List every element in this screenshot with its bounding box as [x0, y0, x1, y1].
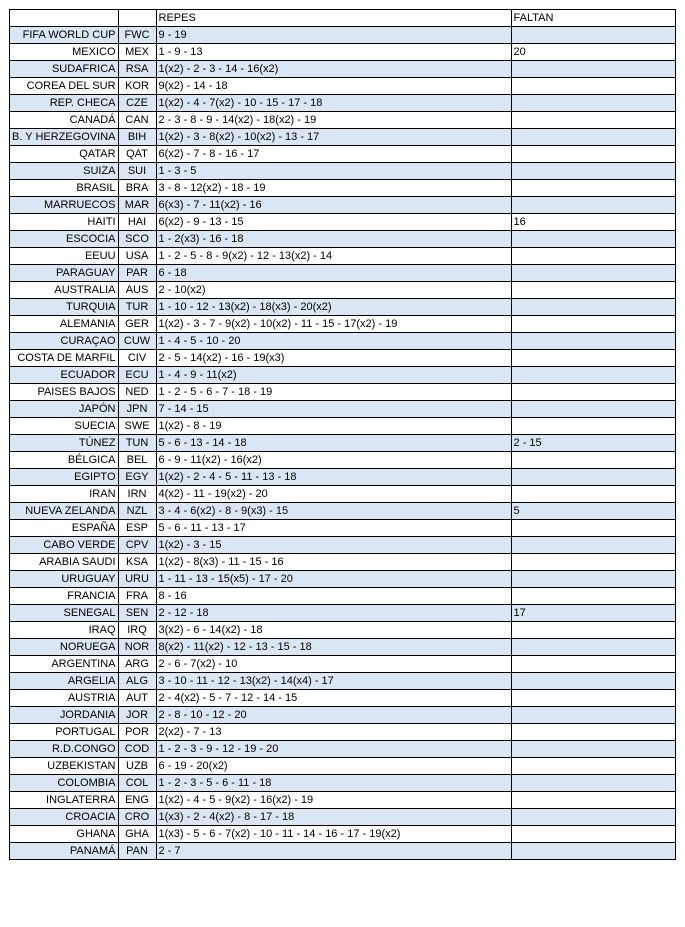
team-code-cell[interactable]: CIV: [118, 350, 156, 367]
repes-cell[interactable]: 1 - 2 - 3 - 5 - 6 - 11 - 18: [156, 775, 511, 792]
team-code-cell[interactable]: PAN: [118, 843, 156, 860]
team-name-cell[interactable]: SUIZA: [10, 163, 119, 180]
table-row: [10, 367, 676, 384]
table-row: [10, 350, 676, 367]
table-row: [10, 452, 676, 469]
team-code-cell[interactable]: AUS: [118, 282, 156, 299]
table-row: [10, 27, 676, 44]
table-row: [10, 418, 676, 435]
repes-cell[interactable]: 1(x2) - 4 - 7(x2) - 10 - 15 - 17 - 18: [156, 95, 511, 112]
table-row: [10, 401, 676, 418]
team-code-cell[interactable]: EGY: [118, 469, 156, 486]
team-name-cell[interactable]: PAISES BAJOS: [10, 384, 119, 401]
faltan-cell[interactable]: [511, 469, 675, 486]
team-code-cell[interactable]: FWC: [118, 27, 156, 44]
table-row: [10, 333, 676, 350]
repes-cell[interactable]: 1(x2) - 4 - 5 - 9(x2) - 16(x2) - 19: [156, 792, 511, 809]
faltan-cell[interactable]: [511, 758, 675, 775]
team-code-cell[interactable]: BRA: [118, 180, 156, 197]
table-row: [10, 282, 676, 299]
faltan-cell[interactable]: [511, 112, 675, 129]
repes-cell[interactable]: 2 - 6 - 7(x2) - 10: [156, 656, 511, 673]
table-row: [10, 129, 676, 146]
table-row: [10, 639, 676, 656]
faltan-cell[interactable]: [511, 741, 675, 758]
team-name-cell[interactable]: ARGENTINA: [10, 656, 119, 673]
team-name-cell[interactable]: COLOMBIA: [10, 775, 119, 792]
table-row: [10, 588, 676, 605]
repes-cell[interactable]: 3 - 10 - 11 - 12 - 13(x2) - 14(x4) - 17: [156, 673, 511, 690]
faltan-cell[interactable]: 2 - 15: [511, 435, 675, 452]
team-code-cell[interactable]: SWE: [118, 418, 156, 435]
team-code-cell[interactable]: UZB: [118, 758, 156, 775]
faltan-cell[interactable]: 20: [511, 44, 675, 61]
team-code-cell[interactable]: HAI: [118, 214, 156, 231]
team-code-cell[interactable]: KSA: [118, 554, 156, 571]
team-name-cell[interactable]: EEUU: [10, 248, 119, 265]
table-row: [10, 180, 676, 197]
faltan-cell[interactable]: [511, 248, 675, 265]
team-name-cell[interactable]: IRAQ: [10, 622, 119, 639]
repes-cell[interactable]: 1 - 2(x3) - 16 - 18: [156, 231, 511, 248]
repes-cell[interactable]: 1 - 2 - 5 - 8 - 9(x2) - 12 - 13(x2) - 14: [156, 248, 511, 265]
faltan-cell[interactable]: 16: [511, 214, 675, 231]
faltan-cell[interactable]: [511, 843, 675, 860]
faltan-cell[interactable]: [511, 690, 675, 707]
team-code-cell[interactable]: IRQ: [118, 622, 156, 639]
team-code-cell[interactable]: SEN: [118, 605, 156, 622]
table-row: [10, 435, 676, 452]
team-name-cell[interactable]: ARABIA SAUDI: [10, 554, 119, 571]
team-name-cell[interactable]: ESPAÑA: [10, 520, 119, 537]
repes-cell[interactable]: 1 - 3 - 5: [156, 163, 511, 180]
repes-cell[interactable]: 3 - 8 - 12(x2) - 18 - 19: [156, 180, 511, 197]
faltan-cell[interactable]: [511, 367, 675, 384]
team-code-cell[interactable]: CRO: [118, 809, 156, 826]
team-code-cell[interactable]: CUW: [118, 333, 156, 350]
table-row: [10, 214, 676, 231]
team-code-cell[interactable]: ECU: [118, 367, 156, 384]
table-row: [10, 486, 676, 503]
repes-cell[interactable]: 2 - 8 - 10 - 12 - 20: [156, 707, 511, 724]
team-name-cell[interactable]: ARGELIA: [10, 673, 119, 690]
team-name-cell[interactable]: SUECIA: [10, 418, 119, 435]
table-row: [10, 384, 676, 401]
team-code-cell[interactable]: KOR: [118, 78, 156, 95]
faltan-cell[interactable]: [511, 197, 675, 214]
repes-cell[interactable]: 2 - 3 - 8 - 9 - 14(x2) - 18(x2) - 19: [156, 112, 511, 129]
repes-cell[interactable]: 5 - 6 - 11 - 13 - 17: [156, 520, 511, 537]
repes-cell[interactable]: 1(x2) - 2 - 4 - 5 - 11 - 13 - 18: [156, 469, 511, 486]
team-code-cell[interactable]: USA: [118, 248, 156, 265]
table-row: [10, 537, 676, 554]
team-code-cell[interactable]: JOR: [118, 707, 156, 724]
team-name-cell[interactable]: R.D.CONGO: [10, 741, 119, 758]
table-row: [10, 163, 676, 180]
table-row: [10, 775, 676, 792]
team-code-cell[interactable]: TUN: [118, 435, 156, 452]
repes-cell[interactable]: 4(x2) - 11 - 19(x2) - 20: [156, 486, 511, 503]
repes-cell[interactable]: 1 - 2 - 3 - 9 - 12 - 19 - 20: [156, 741, 511, 758]
table-row: [10, 299, 676, 316]
table-row: [10, 622, 676, 639]
faltan-cell[interactable]: 5: [511, 503, 675, 520]
faltan-cell[interactable]: [511, 95, 675, 112]
team-code-cell[interactable]: SUI: [118, 163, 156, 180]
table-row: [10, 826, 676, 843]
team-name-cell[interactable]: GHANA: [10, 826, 119, 843]
faltan-cell[interactable]: [511, 452, 675, 469]
team-name-cell[interactable]: AUSTRIA: [10, 690, 119, 707]
repes-cell[interactable]: 1 - 9 - 13: [156, 44, 511, 61]
team-name-cell[interactable]: SENEGAL: [10, 605, 119, 622]
repes-cell[interactable]: 9(x2) - 14 - 18: [156, 78, 511, 95]
repes-cell[interactable]: 1 - 4 - 5 - 10 - 20: [156, 333, 511, 350]
team-name-cell[interactable]: NUEVA ZELANDA: [10, 503, 119, 520]
faltan-cell[interactable]: [511, 265, 675, 282]
team-code-cell[interactable]: SCO: [118, 231, 156, 248]
team-code-cell[interactable]: COD: [118, 741, 156, 758]
faltan-cell[interactable]: [511, 299, 675, 316]
team-code-cell[interactable]: FRA: [118, 588, 156, 605]
team-name-cell[interactable]: NORUEGA: [10, 639, 119, 656]
faltan-cell[interactable]: [511, 401, 675, 418]
team-name-cell[interactable]: JORDANIA: [10, 707, 119, 724]
team-name-cell[interactable]: CANADÁ: [10, 112, 119, 129]
team-name-cell[interactable]: COREA DEL SUR: [10, 78, 119, 95]
faltan-cell[interactable]: [511, 78, 675, 95]
repes-cell[interactable]: 6 - 9 - 11(x2) - 16(x2): [156, 452, 511, 469]
team-code-cell[interactable]: JPN: [118, 401, 156, 418]
table-row: [10, 146, 676, 163]
header-name-cell[interactable]: [10, 10, 119, 27]
table-row: [10, 724, 676, 741]
repes-cell[interactable]: 1 - 4 - 9 - 11(x2): [156, 367, 511, 384]
team-name-cell[interactable]: HAITI: [10, 214, 119, 231]
faltan-cell[interactable]: [511, 146, 675, 163]
repes-cell[interactable]: 1(x2) - 3 - 8(x2) - 10(x2) - 13 - 17: [156, 129, 511, 146]
team-code-cell[interactable]: GER: [118, 316, 156, 333]
faltan-cell[interactable]: [511, 656, 675, 673]
table-row: [10, 231, 676, 248]
faltan-cell[interactable]: [511, 554, 675, 571]
team-code-cell[interactable]: COL: [118, 775, 156, 792]
repes-cell[interactable]: 8 - 16: [156, 588, 511, 605]
table-row: [10, 673, 676, 690]
team-code-cell[interactable]: ENG: [118, 792, 156, 809]
table-row: [10, 520, 676, 537]
team-code-cell[interactable]: POR: [118, 724, 156, 741]
repes-cell[interactable]: 1(x2) - 8(x3) - 11 - 15 - 16: [156, 554, 511, 571]
team-code-cell[interactable]: ESP: [118, 520, 156, 537]
team-name-cell[interactable]: CABO VERDE: [10, 537, 119, 554]
faltan-cell[interactable]: [511, 180, 675, 197]
team-code-cell[interactable]: MAR: [118, 197, 156, 214]
team-code-cell[interactable]: CPV: [118, 537, 156, 554]
table-row: [10, 758, 676, 775]
team-name-cell[interactable]: MARRUECOS: [10, 197, 119, 214]
repes-cell[interactable]: 6(x3) - 7 - 11(x2) - 16: [156, 197, 511, 214]
team-name-cell[interactable]: PARAGUAY: [10, 265, 119, 282]
repes-cell[interactable]: 6 - 18: [156, 265, 511, 282]
team-code-cell[interactable]: ALG: [118, 673, 156, 690]
team-code-cell[interactable]: URU: [118, 571, 156, 588]
team-name-cell[interactable]: INGLATERRA: [10, 792, 119, 809]
repes-cell[interactable]: 1(x3) - 5 - 6 - 7(x2) - 10 - 11 - 14 - 16 - 17 - 19(x2): [156, 826, 511, 843]
team-code-cell[interactable]: AUT: [118, 690, 156, 707]
team-name-cell[interactable]: BÉLGICA: [10, 452, 119, 469]
table-row: [10, 571, 676, 588]
stickers-table: [9, 9, 676, 860]
repes-cell[interactable]: 1(x2) - 8 - 19: [156, 418, 511, 435]
repes-cell[interactable]: 2 - 10(x2): [156, 282, 511, 299]
team-name-cell[interactable]: MEXICO: [10, 44, 119, 61]
table-row: [10, 112, 676, 129]
team-code-cell[interactable]: CAN: [118, 112, 156, 129]
repes-cell[interactable]: 2 - 4(x2) - 5 - 7 - 12 - 14 - 15: [156, 690, 511, 707]
faltan-cell[interactable]: [511, 27, 675, 44]
table-row: [10, 690, 676, 707]
faltan-cell[interactable]: [511, 622, 675, 639]
team-code-cell[interactable]: TUR: [118, 299, 156, 316]
team-name-cell[interactable]: TÚNEZ: [10, 435, 119, 452]
faltan-cell[interactable]: [511, 418, 675, 435]
faltan-cell[interactable]: 17: [511, 605, 675, 622]
team-name-cell[interactable]: ALEMANIA: [10, 316, 119, 333]
repes-cell[interactable]: 1(x2) - 3 - 7 - 9(x2) - 10(x2) - 11 - 15 - 17(x2) - 19: [156, 316, 511, 333]
table-row: [10, 741, 676, 758]
team-name-cell[interactable]: FRANCIA: [10, 588, 119, 605]
repes-cell[interactable]: 1(x2) - 3 - 15: [156, 537, 511, 554]
header-code-cell[interactable]: [118, 10, 156, 27]
table-row: [10, 843, 676, 860]
team-name-cell[interactable]: ESCOCIA: [10, 231, 119, 248]
team-name-cell[interactable]: CROACIA: [10, 809, 119, 826]
repes-cell[interactable]: 2 - 7: [156, 843, 511, 860]
table-row: [10, 316, 676, 333]
table-row: [10, 95, 676, 112]
faltan-cell[interactable]: [511, 809, 675, 826]
team-name-cell[interactable]: FIFA WORLD CUP: [10, 27, 119, 44]
header-row: [10, 10, 676, 27]
table-row: [10, 265, 676, 282]
team-code-cell[interactable]: NED: [118, 384, 156, 401]
faltan-cell[interactable]: [511, 61, 675, 78]
faltan-cell[interactable]: [511, 724, 675, 741]
table-row: [10, 78, 676, 95]
team-code-cell[interactable]: RSA: [118, 61, 156, 78]
table-row: [10, 707, 676, 724]
team-code-cell[interactable]: BEL: [118, 452, 156, 469]
team-code-cell[interactable]: ARG: [118, 656, 156, 673]
table-row: [10, 605, 676, 622]
team-name-cell[interactable]: QATAR: [10, 146, 119, 163]
team-code-cell[interactable]: PAR: [118, 265, 156, 282]
team-code-cell[interactable]: NOR: [118, 639, 156, 656]
repes-cell[interactable]: 1(x2) - 2 - 3 - 14 - 16(x2): [156, 61, 511, 78]
repes-cell[interactable]: 6 - 19 - 20(x2): [156, 758, 511, 775]
faltan-cell[interactable]: [511, 520, 675, 537]
table-row: [10, 809, 676, 826]
faltan-cell[interactable]: [511, 707, 675, 724]
team-name-cell[interactable]: JAPÓN: [10, 401, 119, 418]
table-row: [10, 248, 676, 265]
team-code-cell[interactable]: GHA: [118, 826, 156, 843]
team-name-cell[interactable]: IRAN: [10, 486, 119, 503]
faltan-cell[interactable]: [511, 350, 675, 367]
table-row: [10, 44, 676, 61]
faltan-cell[interactable]: [511, 571, 675, 588]
faltan-cell[interactable]: [511, 826, 675, 843]
team-code-cell[interactable]: BIH: [118, 129, 156, 146]
team-code-cell[interactable]: NZL: [118, 503, 156, 520]
team-name-cell[interactable]: B. Y HERZEGOVINA: [10, 129, 119, 146]
faltan-cell[interactable]: [511, 384, 675, 401]
repes-cell[interactable]: 2(x2) - 7 - 13: [156, 724, 511, 741]
table-row: [10, 503, 676, 520]
team-name-cell[interactable]: URUGUAY: [10, 571, 119, 588]
faltan-cell[interactable]: [511, 673, 675, 690]
faltan-cell[interactable]: [511, 333, 675, 350]
team-name-cell[interactable]: REP. CHECA: [10, 95, 119, 112]
team-name-cell[interactable]: TURQUIA: [10, 299, 119, 316]
repes-cell[interactable]: 9 - 19: [156, 27, 511, 44]
team-name-cell[interactable]: PORTUGAL: [10, 724, 119, 741]
faltan-cell[interactable]: [511, 129, 675, 146]
team-name-cell[interactable]: CURAÇAO: [10, 333, 119, 350]
header-faltan-cell[interactable]: FALTAN: [511, 10, 675, 27]
repes-cell[interactable]: 1 - 2 - 5 - 6 - 7 - 18 - 19: [156, 384, 511, 401]
table-row: [10, 469, 676, 486]
team-code-cell[interactable]: CZE: [118, 95, 156, 112]
repes-cell[interactable]: 7 - 14 - 15: [156, 401, 511, 418]
team-code-cell[interactable]: IRN: [118, 486, 156, 503]
table-row: [10, 554, 676, 571]
team-name-cell[interactable]: ECUADOR: [10, 367, 119, 384]
faltan-cell[interactable]: [511, 775, 675, 792]
table-row: [10, 61, 676, 78]
repes-cell[interactable]: 8(x2) - 11(x2) - 12 - 13 - 15 - 18: [156, 639, 511, 656]
table-row: [10, 792, 676, 809]
faltan-cell[interactable]: [511, 316, 675, 333]
table-row: [10, 656, 676, 673]
faltan-cell[interactable]: [511, 639, 675, 656]
repes-cell[interactable]: 6(x2) - 9 - 13 - 15: [156, 214, 511, 231]
team-name-cell[interactable]: AUSTRALIA: [10, 282, 119, 299]
repes-cell[interactable]: 3(x2) - 6 - 14(x2) - 18: [156, 622, 511, 639]
header-repes-cell[interactable]: REPES: [156, 10, 511, 27]
faltan-cell[interactable]: [511, 163, 675, 180]
repes-cell[interactable]: 2 - 12 - 18: [156, 605, 511, 622]
team-name-cell[interactable]: UZBEKISTAN: [10, 758, 119, 775]
team-code-cell[interactable]: QAT: [118, 146, 156, 163]
team-name-cell[interactable]: SUDAFRICA: [10, 61, 119, 78]
faltan-cell[interactable]: [511, 537, 675, 554]
repes-cell[interactable]: 3 - 4 - 6(x2) - 8 - 9(x3) - 15: [156, 503, 511, 520]
repes-cell[interactable]: 5 - 6 - 13 - 14 - 18: [156, 435, 511, 452]
faltan-cell[interactable]: [511, 231, 675, 248]
repes-cell[interactable]: 6(x2) - 7 - 8 - 16 - 17: [156, 146, 511, 163]
repes-cell[interactable]: 1(x3) - 2 - 4(x2) - 8 - 17 - 18: [156, 809, 511, 826]
team-name-cell[interactable]: BRASIL: [10, 180, 119, 197]
faltan-cell[interactable]: [511, 282, 675, 299]
team-name-cell[interactable]: EGIPTO: [10, 469, 119, 486]
repes-cell[interactable]: 1 - 10 - 12 - 13(x2) - 18(x3) - 20(x2): [156, 299, 511, 316]
team-name-cell[interactable]: COSTA DE MARFIL: [10, 350, 119, 367]
faltan-cell[interactable]: [511, 792, 675, 809]
faltan-cell[interactable]: [511, 486, 675, 503]
faltan-cell[interactable]: [511, 588, 675, 605]
repes-cell[interactable]: 2 - 5 - 14(x2) - 16 - 19(x3): [156, 350, 511, 367]
team-name-cell[interactable]: PANAMÁ: [10, 843, 119, 860]
table-row: [10, 197, 676, 214]
team-code-cell[interactable]: MEX: [118, 44, 156, 61]
repes-cell[interactable]: 1 - 11 - 13 - 15(x5) - 17 - 20: [156, 571, 511, 588]
